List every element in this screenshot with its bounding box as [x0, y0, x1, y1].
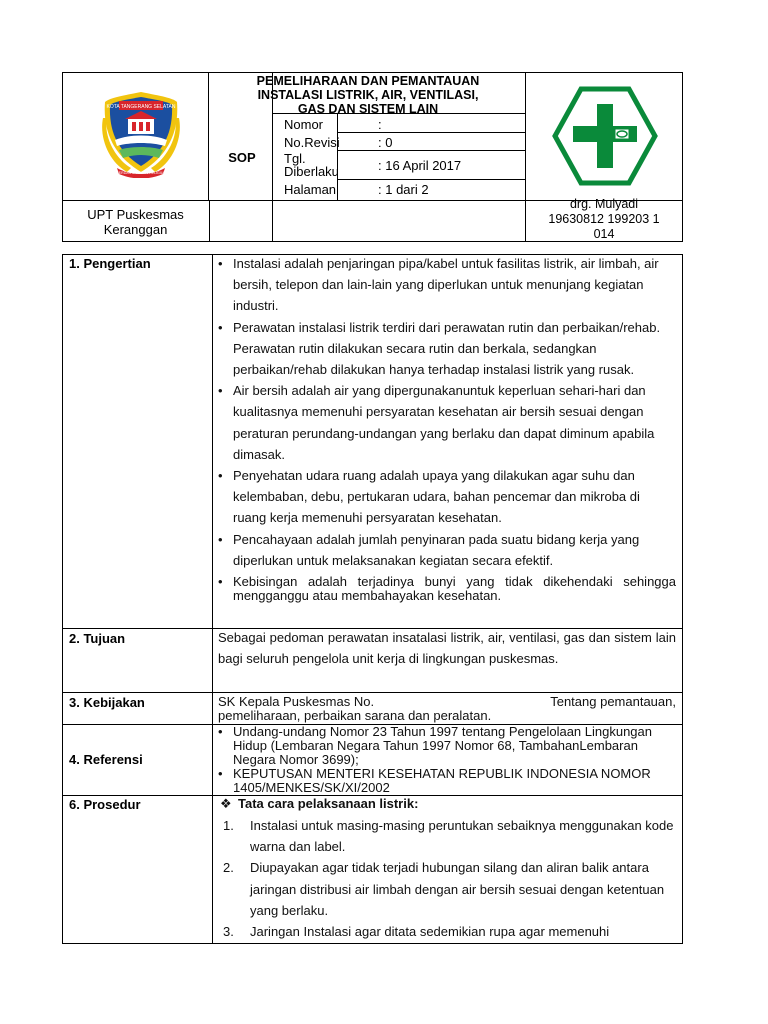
section-label-kebijakan: 3. Kebijakan [69, 695, 145, 710]
step-number: 1. [223, 818, 234, 833]
step-number: 3. [223, 924, 234, 940]
section-label-pengertian: 1. Pengertian [69, 256, 151, 271]
meta-key: No.Revisi [284, 135, 340, 150]
step-text: Jaringan Instalasi agar ditata sedemikian rupa agar memenuhi [250, 924, 610, 940]
meta-value: : 16 April 2017 [378, 158, 462, 173]
city-logo [101, 88, 181, 178]
list-item: • KEPUTUSAN MENTERI KESEHATAN REPUBLIK INDONESIA NOMOR 1405/MENKES/SK/XI/2002 [218, 767, 676, 795]
meta-value: : 1 dari 2 [378, 182, 429, 197]
subheading-text: Tata cara pelaksanaan listrik: [238, 796, 419, 811]
signer-block [526, 197, 682, 242]
procedure-step [218, 857, 676, 921]
unit-name [63, 201, 208, 242]
section-referensi [218, 725, 676, 795]
section-label-prosedur: 6. Prosedur [69, 797, 141, 812]
puskesmas-cross-icon [551, 86, 659, 186]
section-tujuan: Sebagai pedoman perawatan insatalasi listrik, air, ventilasi, gas dan sistem lain bagi seluruh pengelola unit kerja di lingkungan puskesmas. [218, 630, 676, 667]
unit-line: UPT Puskesmas [87, 206, 184, 222]
health-logo [551, 86, 659, 186]
list-item: • Air bersih adalah air yang dipergunakanuntuk keperluan sehari-hari dan kualitasnya memenuhi persyaratan kesehatan air bersih sesuai dengan peraturan perundang-undangan yang berlaku dan dapat diminum apabila dimasak. [218, 380, 676, 465]
list-item: • Undang-undang Nomor 23 Tahun 1997 tentang Pengelolaan Lingkungan Hidup (Lembaran Negara Tahun 1997 Nomor 68, TambahanLembaran Negara Nomor 3699); [218, 725, 676, 767]
kebijakan-text: pemeliharaan, perbaikan sarana dan peralatan. [218, 708, 492, 723]
list-item: • Kebisingan adalah terjadinya bunyi yang tidak dikehendaki sehingga mengganggu atau membahayakan kesehatan. [218, 575, 676, 603]
meta-value: : [378, 117, 382, 132]
list-item: • Pencahayaan adalah jumlah penyinaran pada suatu bidang kerja yang diperlukan untuk melaksanakan kegiatan secara efektif. [218, 529, 676, 571]
title-line: GAS DAN SISTEM LAIN [297, 102, 439, 116]
step-text: Instalasi untuk masing-masing peruntukan sebaiknya menggunakan kode warna dan label. [250, 818, 674, 855]
signer-nip: 19630812 199203 1 [548, 212, 660, 226]
title-line: PEMELIHARAAN DAN PEMANTAUAN [256, 74, 480, 88]
title-line: INSTALASI LISTRIK, AIR, VENTILASI, [257, 88, 479, 102]
prosedur-subheading [218, 797, 676, 811]
procedure-step [218, 921, 676, 942]
svg-text:CERDAS MODERN RELIGIUS: CERDAS MODERN RELIGIUS [116, 171, 166, 175]
meta-key [284, 152, 339, 178]
section-pengertian [218, 253, 676, 603]
meta-key: Nomor [284, 117, 324, 132]
step-number: 2. [223, 860, 234, 876]
list-item: • Perawatan instalasi listrik terdiri dari perawatan rutin dan perbaikan/rehab. Perawatan rutin dilakukan secara rutin dan berkala, sedangkan perbaikan/rehab dilakukan hanya terhadap instalasi listrik yang rusak. [218, 317, 676, 381]
meta-key-line: Tgl. [284, 151, 306, 166]
four-point-star-icon: ❖ [220, 796, 232, 811]
meta-key: Halaman [284, 182, 337, 197]
kebijakan-text: SK Kepala Puskesmas No. [218, 694, 375, 709]
section-label-tujuan: 2. Tujuan [69, 631, 126, 646]
meta-key-line: Diberlaku [284, 164, 339, 179]
sop-label: SOP [228, 149, 256, 165]
list-item: • Penyehatan udara ruang adalah upaya yang dilakukan agar suhu dan kelembaban, debu, pertukaran udara, bahan pencemar dan mikroba di ruang kerja memenuhi persyaratan kesehatan. [218, 465, 676, 529]
svg-text:KOTA TANGERANG SELATAN: KOTA TANGERANG SELATAN [106, 104, 176, 110]
unit-line: Keranggan [103, 221, 168, 237]
list-item: • Instalasi adalah penjaringan pipa/kabel untuk fasilitas listrik, air limbah, air bersih, telepon dan lain-lain yang diperlukan untuk menunjang kegiatan industri. [218, 253, 676, 317]
section-prosedur [218, 797, 676, 942]
meta-value: : 0 [378, 135, 393, 150]
section-kebijakan [218, 695, 676, 723]
signer-nip: 014 [593, 227, 615, 241]
procedure-step [218, 815, 676, 857]
tangerang-selatan-emblem-icon [101, 88, 181, 178]
signer-name: drg. Mulyadi [569, 197, 639, 211]
step-text: Diupayakan agar tidak terjadi hubungan silang dan aliran balik antara jaringan distribusi air limbah dengan air bersih sesuai dengan ketentuan yang berlaku. [250, 860, 665, 918]
kebijakan-text: Tentang pemantauan, [550, 694, 676, 709]
sop-title [210, 74, 526, 116]
sop-header-table [62, 72, 683, 242]
section-label-referensi: 4. Referensi [69, 752, 143, 767]
